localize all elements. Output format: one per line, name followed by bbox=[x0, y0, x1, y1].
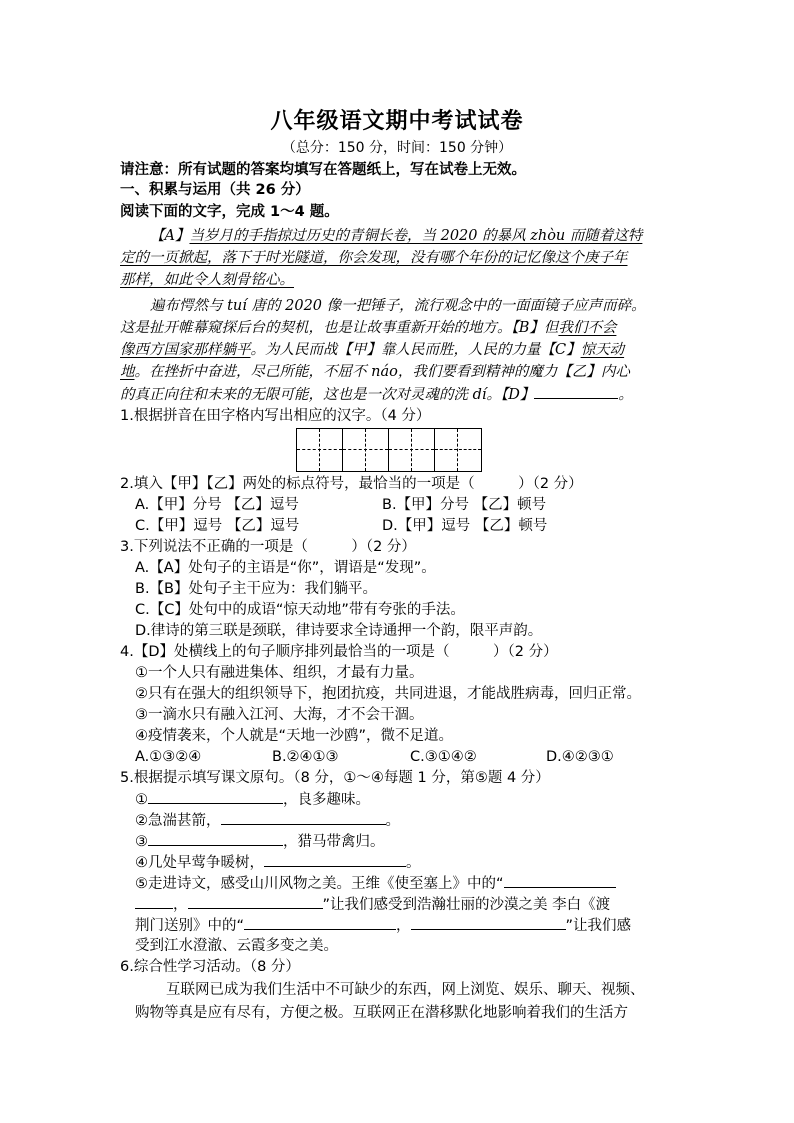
tianzige-grid bbox=[296, 428, 482, 472]
passage-line bbox=[120, 362, 630, 382]
answer-blank[interactable] bbox=[244, 915, 396, 930]
sentence-3: ③一滴水只有融入江河、大海，才不会干涸。 bbox=[135, 707, 424, 723]
item-text: ④几处早莺争暖树， bbox=[135, 855, 264, 871]
fill-item-2 bbox=[135, 810, 400, 831]
question-1: 1.根据拼音在田字格内写出相应的汉字。（4 分） bbox=[120, 408, 431, 424]
item-text: ”让我们感受到浩瀚壮丽的沙漠之美 李白《渡 bbox=[322, 897, 611, 913]
underlined-text: 当岁月的手指掠过历史的青铜长卷，当 2020 的暴风 zhòu 而随着这特 bbox=[189, 228, 643, 244]
fill-item-1 bbox=[135, 789, 370, 810]
underlined-text: 像西方国家那样躺平 bbox=[120, 342, 251, 358]
exam-meta: （总分：150 分，时间：150 分钟） bbox=[281, 140, 513, 156]
underlined-text: 地 bbox=[120, 364, 135, 380]
passage-text: 。为人民而战【甲】靠人民而胜，人民的力量【C】 bbox=[250, 342, 581, 358]
option-b[interactable]: B.②④①③ bbox=[272, 749, 339, 765]
answer-blank[interactable] bbox=[148, 831, 283, 846]
item-text: ， bbox=[173, 897, 188, 913]
underlined-text: 惊天动 bbox=[580, 342, 625, 358]
option-b[interactable]: B.【甲】分号 【乙】顿号 bbox=[382, 497, 547, 513]
answer-blank[interactable] bbox=[534, 384, 618, 399]
page-title: 八年级语文期中考试试卷 bbox=[270, 108, 524, 134]
sentence-1: ①一个人只有融进集体、组织，才最有力量。 bbox=[135, 665, 424, 681]
paragraph-line: 购物等真是应有尽有，方便之极。互联网正在潜移默化地影响着我们的生活方 bbox=[135, 1005, 628, 1021]
question-5: 5.根据提示填写课文原句。（8 分，①～④每题 1 分，第⑤题 4 分） bbox=[120, 770, 550, 786]
passage-line: 的真正向往和未来的无限可能，这也是一次对灵魂的洗 dí。【D】 。 bbox=[120, 384, 633, 405]
option-c[interactable]: C.【甲】逗号 【乙】逗号 bbox=[135, 518, 300, 534]
fill-item-3 bbox=[135, 831, 385, 852]
paragraph-line: 互联网已成为我们生活中不可缺少的东西，网上浏览、娱乐、聊天、视频、 bbox=[166, 982, 645, 998]
option-c[interactable]: C.③①④② bbox=[410, 749, 477, 765]
tianzige-cell[interactable] bbox=[297, 429, 343, 471]
passage-line bbox=[150, 226, 642, 246]
option-c[interactable]: C.【C】处句中的成语“惊天动地”带有夸张的手法。 bbox=[135, 602, 465, 618]
item-text: 。 bbox=[406, 855, 421, 871]
underlined-text: 我们不会 bbox=[558, 320, 617, 336]
answer-blank[interactable] bbox=[264, 852, 406, 867]
item-text: ，良多趣味。 bbox=[283, 792, 370, 808]
tianzige-cell[interactable] bbox=[435, 429, 481, 471]
item-text: ，猎马带禽归。 bbox=[283, 834, 385, 850]
option-a[interactable]: A.【甲】分号 【乙】逗号 bbox=[135, 497, 299, 513]
section-heading: 一、积累与运用（共 26 分） bbox=[120, 182, 310, 198]
section-instruction: 阅读下面的文字，完成 1～4 题。 bbox=[120, 204, 339, 220]
answer-blank[interactable] bbox=[504, 873, 616, 888]
question-3: 3.下列说法不正确的一项是（ ）（2 分） bbox=[120, 539, 416, 555]
answer-blank[interactable] bbox=[411, 915, 566, 930]
option-a[interactable]: A.①③②④ bbox=[135, 749, 202, 765]
answer-blank[interactable] bbox=[135, 894, 173, 909]
option-d[interactable]: D.④②③① bbox=[546, 749, 614, 765]
option-d[interactable]: D.律诗的第三联是颈联，律诗要求全诗通押一个韵，限平声韵。 bbox=[135, 623, 543, 639]
passage-line: 定的一页掀起，落下于时光隧道，你会发现，没有哪个年份的记忆像这个庚子年 bbox=[120, 250, 628, 266]
sentence-2: ②只有在强大的组织领导下，抱团抗疫，共同进退，才能战胜病毒，回归正常。 bbox=[135, 686, 641, 702]
fill-item-5-cont bbox=[135, 894, 610, 915]
item-text: 荆门送别》中的“ bbox=[135, 918, 245, 934]
passage-text: 。在挫折中奋进，尽己所能，不屈不 náo，我们要看到精神的魔力【乙】内心 bbox=[134, 364, 630, 380]
marker-a: 【A】 bbox=[150, 228, 190, 244]
notice: 请注意：所有试题的答案均填写在答题纸上，写在试卷上无效。 bbox=[120, 162, 526, 178]
item-text: ”让我们感 bbox=[565, 918, 632, 934]
item-text: ， bbox=[396, 918, 411, 934]
passage-line: 遍布愕然与 tuí 唐的 2020 像一把锤子，流行观念中的一面面镜子应声而碎。 bbox=[150, 298, 646, 314]
answer-blank[interactable] bbox=[188, 894, 323, 909]
fill-item-5-cont: 受到江水澄澈、云霞多变之美。 bbox=[135, 938, 338, 954]
fill-item-4 bbox=[135, 852, 421, 873]
tianzige-cell[interactable] bbox=[343, 429, 389, 471]
passage-text: 这是扯开帷幕窥探后台的契机，也是让故事重新开始的地方。【B】但 bbox=[120, 320, 559, 336]
option-d[interactable]: D.【甲】逗号 【乙】顿号 bbox=[382, 518, 548, 534]
tianzige-cell[interactable] bbox=[389, 429, 435, 471]
fill-item-5 bbox=[135, 873, 616, 894]
question-4: 4.【D】处横线上的句子顺序排列最恰当的一项是（ ）（2 分） bbox=[120, 644, 558, 660]
option-a[interactable]: A.【A】处句子的主语是“你”，谓语是“发现”。 bbox=[135, 560, 436, 576]
answer-blank[interactable] bbox=[221, 810, 386, 825]
item-text: ⑤走进诗文，感受山川风物之美。王维《使至塞上》中的“ bbox=[135, 876, 504, 892]
passage-line bbox=[120, 318, 616, 338]
item-label: ③ bbox=[135, 834, 148, 850]
passage-text: 的真正向往和未来的无限可能，这也是一次对灵魂的洗 dí。【D】 bbox=[120, 387, 535, 403]
fill-item-5-cont bbox=[135, 915, 631, 936]
question-2: 2.填入【甲】【乙】两处的标点符号，最恰当的一项是（ ）（2 分） bbox=[120, 476, 583, 492]
option-b[interactable]: B.【B】处句子主干应为：我们躺平。 bbox=[135, 581, 378, 597]
item-text: ②急湍甚箭， bbox=[135, 813, 221, 829]
item-label: ① bbox=[135, 792, 148, 808]
sentence-4: ④疫情袭来，个人就是“天地一沙鸥”，微不足道。 bbox=[135, 728, 454, 744]
passage-line bbox=[120, 340, 624, 360]
item-text: 。 bbox=[385, 813, 400, 829]
passage-line: 那样，如此令人刻骨铭心。 bbox=[120, 272, 294, 288]
question-6: 6.综合性学习活动。（8 分） bbox=[120, 959, 300, 975]
answer-blank[interactable] bbox=[148, 789, 283, 804]
